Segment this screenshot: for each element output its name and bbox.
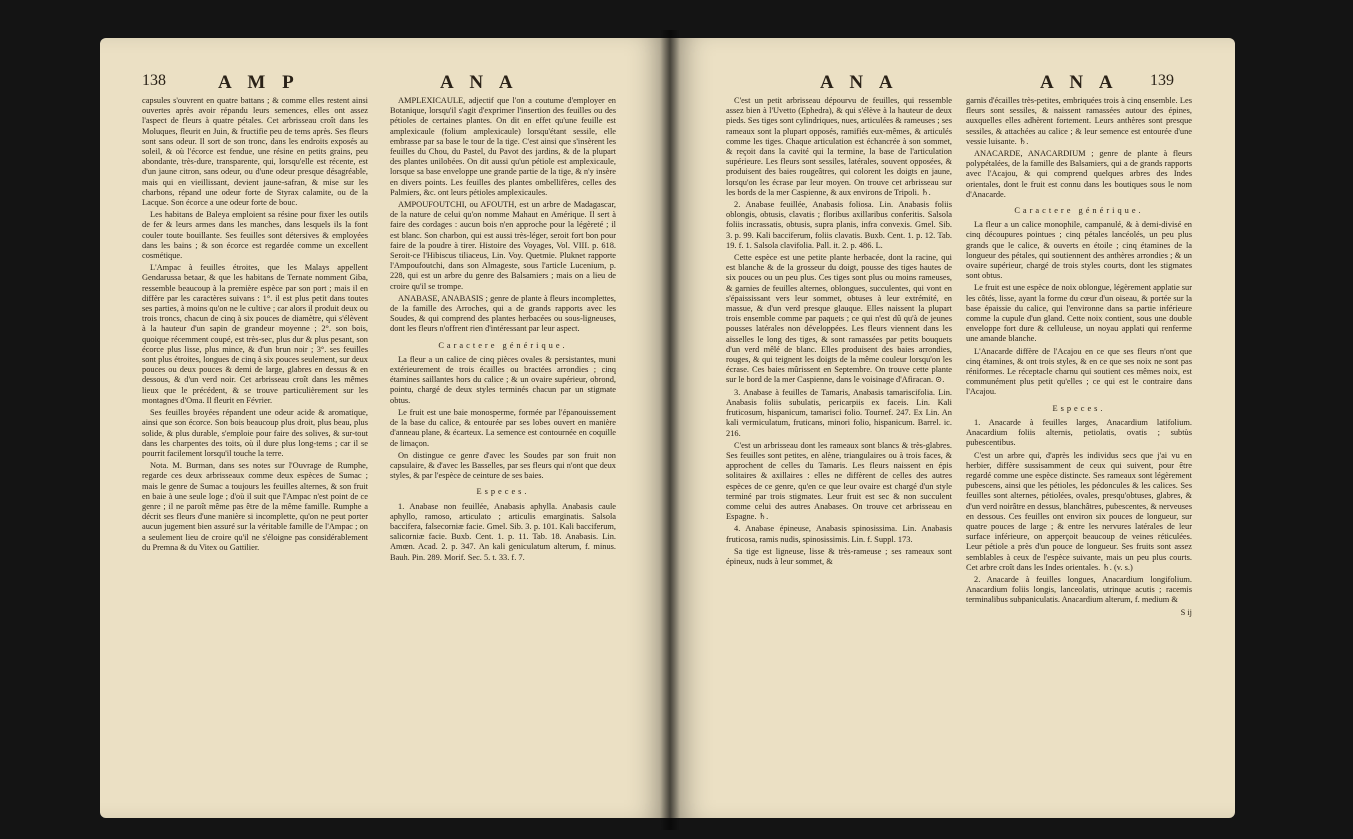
paragraph: Le fruit est une espèce de noix oblongue, légèrement applatie sur les côtés, lisse, ayant la forme du cœur d'un oiseau, & portée sur la base épaissie du calice, qui l'environne dans sa partie inférieure comme la cupule d'un gland. Cette noix contient, sous une double enveloppe fort dure & celluleuse, un noyau applati qui renferme une amande blanche. bbox=[966, 283, 1192, 344]
paragraph: Les habitans de Baleya emploient sa résine pour fixer les outils de fer & leurs armes dans les manches, dans lesquels ils la font couler toute bouillante. Ses feuilles sont détersives & employées dans les bains ; & son écorce est regardée comme un excellent cosmétique. bbox=[142, 210, 368, 261]
text-column bbox=[390, 96, 616, 796]
paragraph: On distingue ce genre d'avec les Soudes par son fruit non capsulaire, & d'avec les Basselles, par ses fleurs qui n'ont que deux styles, & par l'espèce de ceinture de ses baies. bbox=[390, 450, 616, 481]
paragraph: garnis d'écailles très-petites, embriquées trois à cinq ensemble. Les fleurs sont sessiles, & naissent ramassées autour des épines, auxquelles elles adhèrent fortement. Leurs anthères sont presque sessiles, & attachées au calice ; & leur semence est entourée d'une vessie luisante. ♄. bbox=[966, 96, 1192, 146]
paragraph: L'Ampac à feuilles étroites, que les Malays appellent Gendarussa betaar, & que les habitans de Ternate nomment Giba, ressemble beaucoup à la première espèce par son port ; mais il en diffère par les caractères suivans : 1°. il est plus petit dans toutes ses parties, à moins qu'on ne le cultive ; car alors il produit deux ou trois troncs, chacun de cinq à six pouces de diamètre, qui s'élèvent à la hauteur d'un sapin de grandeur moyenne ; 2°. son bois, quoique récemment coupé, est très-sec, plus dur & plus pesant, son écorce plus lisse, plus mince, & d'un brun noir ; 3°. ses feuilles sont plus étroites, longues de cinq à six pouces seulement, sur deux pouces ou deux pouces & demi de large, glabres en dessus & en dessous, & d'un verd noir. Cet arbrisseau croît dans les mêmes lieux que le précédent, & se trouve particulièrement sur les montagnes d'Oma. Il fleurit en Février. bbox=[142, 263, 368, 405]
section-heading: Caractere générique. bbox=[1014, 206, 1144, 216]
paragraph: 2. Anabase feuillée, Anabasis foliosa. Lin. Anabasis foliis oblongis, obtusis, clavatis ; floribus axillaribus conferitis. Salsola foliis incrassatis, obtusis, supra planis, infra convexis. Gmel. Sib. 3. p. 99. Kali bacciferum, foliis clavatis. Buxb. Cent. 1. p. 12. Tab. 19. f. 1. Salsola clavifolia. Pall. it. 2. p. 486. L. bbox=[726, 200, 952, 250]
paragraph: C'est un arbrisseau dont les rameaux sont blancs & très-glabres. Ses feuilles sont petites, en alène, triangulaires ou à trois faces, & approchent de celles du Tamaris. Les fleurs naissent en épis solitaires & axillaires : elles ne diffèrent de celles des autres espèces de ce genre, qu'en ce que leur ovaire est chargé d'un style terminé par trois stigmates. Leur fruit est sec & non succulent comme celui des autres Anabases. On trouve cet arbrisseau en Espagne. ♄. bbox=[726, 440, 952, 522]
paragraph: L'Anacarde diffère de l'Acajou en ce que ses fleurs n'ont que cinq étamines, & ont trois styles, & en ce que ses noix ne sont pas réniformes. Le réceptacle charnu qui soutient ces mêmes noix, est communément plus petit qu'elles ; ce qui est le contraire dans l'Acajou. bbox=[966, 346, 1192, 397]
paragraph: La fleur a un calice de cinq pièces ovales & persistantes, muni extérieurement de trois écailles ou bractées arrondies ; cinq étamines saillantes hors du calice ; & un ovaire supérieur, obrond, pointu, chargé de deux styles terminés chacun par un stigmate obtus. bbox=[390, 354, 616, 405]
right-page bbox=[670, 38, 1235, 818]
running-head: A M P bbox=[218, 72, 300, 93]
paragraph: ANABASE, ANABASIS ; genre de plante à fleurs incomplettes, de la famille des Arroches, qui a de grands rapports avec les Soudes, & qui comprend des plantes herbacées ou sous-ligneuses, dont les fleurs n'offrent rien d'intéressant par leur aspect. bbox=[390, 293, 616, 334]
page-number: 138 bbox=[142, 72, 166, 89]
section-heading: Caractere générique. bbox=[438, 340, 568, 350]
signature-mark: S ij bbox=[1180, 607, 1192, 617]
text-column bbox=[966, 96, 1192, 796]
running-head: A N A bbox=[820, 72, 899, 93]
running-head: A N A bbox=[440, 72, 519, 93]
paragraph: ANACARDE, ANACARDIUM ; genre de plante à fleurs polypétalées, de la famille des Balsamiers, qui a de grands rapports avec l'Acajou, & qui comprend quelques arbres des Indes orientales, dont le fruit est connu dans les boutiques sous le nom d'Anacarde. bbox=[966, 149, 1192, 199]
paragraph: 1. Anacarde à feuilles larges, Anacardium latifolium. Anacardium foliis alternis, petiolatis, ovatis ; subtùs pubescentibus. bbox=[966, 417, 1192, 448]
paragraph: 2. Anacarde à feuilles longues, Anacardium longifolium. Anacardium foliis longis, lanceolatis, utrinque acutis ; racemis terminalibus subpaniculatis. Anacardium alterum, f. medium & bbox=[966, 574, 1192, 605]
paragraph: Ses feuilles broyées répandent une odeur acide & aromatique, ainsi que son écorce. Son bois beaucoup plus droit, plus beau, plus solide, & plus durable, s'emploie pour faire des solives, & sur-tout dans les charpentes des toits, où il dure plus long-tems ; car il se pourrit facilement lorsqu'il touche la terre. bbox=[142, 408, 368, 458]
paragraph: La fleur a un calice monophile, campanulé, & à demi-divisé en cinq découpures pointues ; cinq pétales lancéolés, un peu plus grands que le calice, & ouverts en étoile ; cinq étamines de la longueur des pétales, qui soutiennent des anthères arrondies ; & un ovaire supérieur, chargé de trois styles courts, dont les stigmates sont obtus. bbox=[966, 220, 1192, 281]
section-heading: Especes. bbox=[476, 487, 530, 497]
text-column bbox=[142, 96, 368, 796]
paragraph: Le fruit est une baie monosperme, formée par l'épanouissement de la base du calice, & entourée par ses lobes ouvert en manière d'anneau plane, & écarteux. La semence est contournée en coquille de limaçon. bbox=[390, 407, 616, 448]
paragraph: Cette espèce est une petite plante herbacée, dont la racine, qui est blanche & de la grosseur du doigt, pousse des tiges hautes de six pouces ou un peu plus. Ces tiges sont plus ou moins rameuses, & garnies de feuilles alternes, oblongues, succulentes, qui vont en s'épaississant vers leur sommet, obtuses à leur extrémité, en massue, & d'un verd presque glauque. Elles naissent la plupart trois ensemble comme par paquets ; ce qui n'est dû qu'à de jeunes pousses latérales non développées. Les fleurs viennent dans les aisselles le long des tiges, & sont ramassées par petits bouquets d'un verd mêlé de blanc. Elles produisent des baies arrondies, rouges, & qui teignent les doigts de la même couleur lorsqu'on les écrase. Ces baies mûrissent en Septembre. On trouve cette plante sur le bord de la mer Caspienne, dans le voisinage d'Afiracan. ⊙. bbox=[726, 253, 952, 385]
paragraph: AMPLEXICAULE, adjectif que l'on a coutume d'employer en Botanique, lorsqu'il s'agit d'exprimer l'insertion des feuilles ou des pétioles de certaines plantes. On dit en effet qu'une feuille est amplexicaule (folium amplexicaule) lorsqu'étant sessile, elle embrasse par sa base le tour de la tige. C'est ainsi que s'insèrent les feuilles du Chou, du Pastel, du Pavot des jardins, & de la plupart des plantes unilobées. On dit aussi qu'un pétiole est amplexicaule, lorsque sa base enveloppe une grande partie de la tige, & n'y insère en divers points. Les feuilles des plantes ombellifères, celles des Palmiers, &c. ont leurs pétioles amplexicaules. bbox=[390, 96, 616, 197]
left-page bbox=[100, 38, 670, 818]
paragraph: 1. Anabase non feuillée, Anabasis aphylla. Anabasis caule aphyllo, ramoso, articulato ; articulis emarginatis. Salsola baccifera, falsecorniæ facie. Gmel. Sib. 3. p. 101. Kali bacciferum, salicorniæ facie. Buxb. Cent. 1. p. 11. Tab. 18. Anabasis. Lin. Amœn. Acad. 2. p. 347. An kali geniculatum alterum, f. minus. Bauh. Pin. 289. Morif. Sec. 5. t. 33. f. 7. bbox=[390, 501, 616, 562]
paragraph: AMPOUFOUTCHI, ou AFOUTH, est un arbre de Madagascar, de la nature de celui qu'on nomme Mahaut en Amérique. Il sert à faire des cordages : aucun bois n'en approche pour la légèreté ; il est blanc. Son charbon, qui est aussi très-léger, seroit fort bon pour faire de la poudre à tirer. Histoire des Voyages, Vol. VIII. p. 618. Seroit-ce l'Hibiscus tiliaceus, Lin. Voy. Quetmie. Pluknet rapporte l'Ampoufoutchi, dans son Almageste, sous l'article Lucenium, p. 228, qui est un arbre du genre des Balsamiers ; mais on a lieu de croire qu'il se trompe. bbox=[390, 200, 616, 291]
paragraph: Sa tige est ligneuse, lisse & très-rameuse ; ses rameaux sont épineux, nuds à leur sommet, & bbox=[726, 546, 952, 566]
running-head: A N A bbox=[1040, 72, 1119, 93]
paragraph: C'est un arbre qui, d'après les individus secs que j'ai vu en herbier, diffère sussisamment de ceux qui suivent, pour être regardé comme une espèce distincte. Ses rameaux sont légèrement pubescens, ainsi que les pétioles, les pédoncules & les calices. Ses feuilles sont alternes, pétiolées, ovales, presqu'obtuses, glabres, & d'un verd noirâtre en dessus, blanchâtres, pubescentes, & nerveuses en dessous. Ces feuilles ont environ six pouces de longueur, sur quatre pouces de large ; & entre les nervures latérales de leur surface inférieure, on apperçoit beaucoup de veines réticulées. Leur pétiole a près d'un pouce de longueur. Ses fruits sont assez semblables à ceux de l'espèce suivante, mais un peu plus courts. Cet arbre croît dans les Indes orientales. ♄. (v. s.) bbox=[966, 450, 1192, 572]
book-gutter bbox=[660, 30, 680, 830]
paragraph: 4. Anabase épineuse, Anabasis spinosissima. Lin. Anabasis fruticosa, ramis nudis, spinosissimis. Lin. f. Suppl. 173. bbox=[726, 524, 952, 544]
text-column bbox=[726, 96, 952, 796]
paragraph: 3. Anabase à feuilles de Tamaris, Anabasis tamariscifolia. Lin. Anabasis foliis subulatis, pericarpiis ex faceis. Lin. Kali fruticosum, hispanicum, tamarisci folio. Tournef. 247. Ex Lin. An kali vermiculatum, fruticans, minori folio, hispanicum. Barrel. ic. 216. bbox=[726, 387, 952, 438]
paragraph: capsules s'ouvrent en quatre battans ; & comme elles restent ainsi ouvertes après avoir répandu leurs semences, elles ont assez l'aspect de fleurs à quatre pétales. Cet arbrisseau croît dans les Moluques, fleurit en Juin, & fructifie peu de tems après. Ses fleurs sont sans odeur. Il sort de son tronc, dans les endroits exposés au soleil, & où l'écorce est fendue, une résine en petits grains, peu abondante, très-dure, transparente, qui, lorsqu'elle est récente, est d'un jaune citron, sans odeur, ou d'une odeur presque désagréable, mais qui en vieillissant, devient jaune-safran, & mise sur les charbons, répand une odeur forte de Styrax calamite, ou de la Lacque. Son écorce a une odeur forte de bouc. bbox=[142, 96, 368, 208]
paragraph: Nota. M. Burman, dans ses notes sur l'Ouvrage de Rumphe, regarde ces deux arbrisseaux comme deux espèces de Sumac ; mais le genre de Sumac a toujours les feuilles alternes, & son fruit en baie à une seule loge ; d'où il suit que l'Ampac n'est point de ce genre ; il ne paroît même pas être de la même famille. Rumphe a décrit ses fleurs d'une manière si incomplette, qu'on ne peut porter aucun jugement bien assuré sur la véritable famille de l'Ampac ; on a seulement lieu de croire qu'il ne s'éloigne pas considérablement du Premna & du Vitex ou Gattilier. bbox=[142, 461, 368, 552]
paragraph: C'est un petit arbrisseau dépourvu de feuilles, qui ressemble assez bien à l'Uvetto (Ephedra), & qui s'élève à la hauteur de deux pieds. Ses tiges sont cylindriques, nues, articulées & rameuses ; ses rameaux sont la plupart opposés, ramifiés eux-mêmes, & articulés comme les tiges. Chaque articulation est échancrée à son sommet, & reçoit dans la cavité qui la termine, la base de l'articulation supérieure. Les fleurs sont sessiles, latérales, souvent opposées, & produisent des baies rougeâtres, qui colorent les doigts en jaune, lorsqu'on les écrase par leur moyen. On trouve cet arbrisseau sur les bords de la mer Caspienne, & aux environs de Tripoli. ♄. bbox=[726, 96, 952, 197]
page-number: 139 bbox=[1150, 72, 1174, 89]
section-heading: Especes. bbox=[1052, 403, 1106, 413]
